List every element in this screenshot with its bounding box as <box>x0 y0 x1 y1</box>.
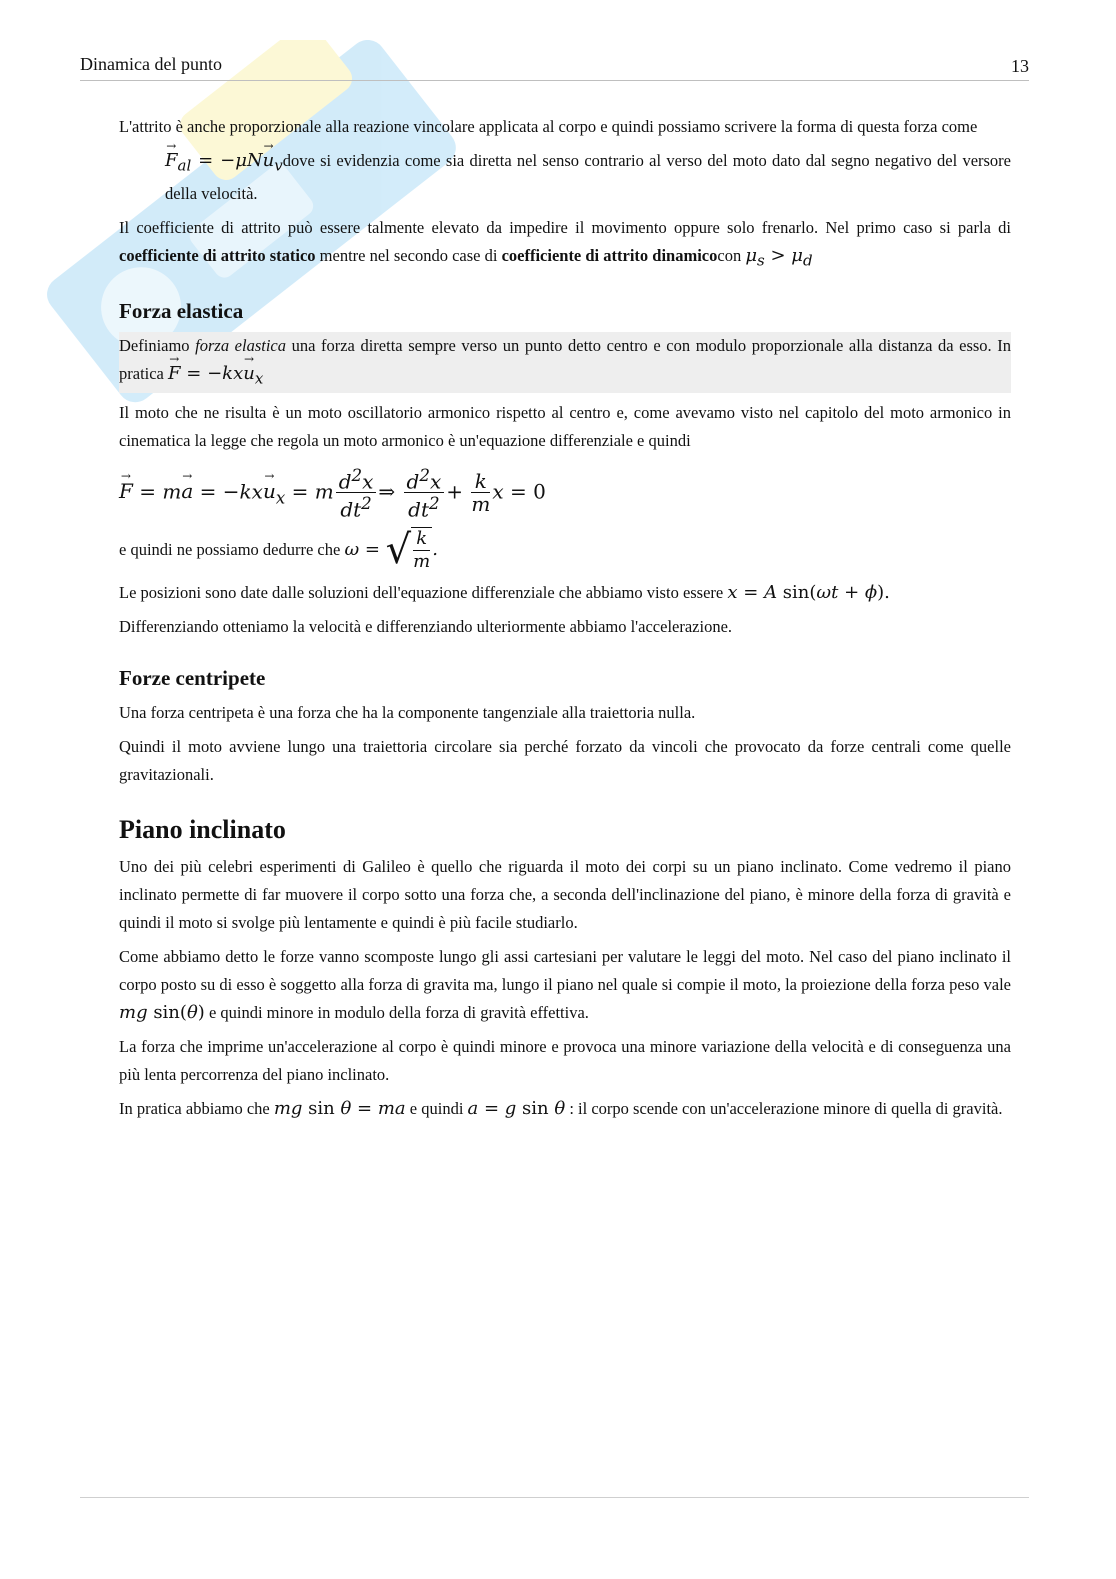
acceleration-formula: a = g sin θ <box>467 1098 566 1120</box>
inequality-formula: $\mu_s > \mu_d$ <box>745 244 813 270</box>
footer-divider <box>80 1497 1029 1498</box>
paragraph-text: e quindi minore in modulo della forza di gravità effettiva. <box>208 1003 589 1023</box>
paragraph-text: e quindi <box>409 1099 464 1119</box>
elastic-force-formula: → $F = -kx\to u_x$ <box>168 363 263 384</box>
position-formula: x = A sin(ωt + ϕ). <box>727 582 890 604</box>
paragraph-text: mentre nel secondo case di <box>315 245 502 265</box>
page-header <box>80 50 1029 81</box>
paragraph-text: Le posizioni sono date dalle soluzioni dell'equazione differenziale che abbiamo visto essere <box>119 583 724 603</box>
paragraph-text: Definiamo <box>119 336 196 356</box>
paragraph-text: una forza diretta sempre verso un punto detto centro e con modulo proporzionale alla distanza da esso. In pratica <box>119 336 1012 384</box>
paragraph <box>119 527 1011 573</box>
running-title: Dinamica del punto <box>80 54 222 74</box>
section-heading: Forze centripete <box>119 666 266 691</box>
paragraph-text: : il corpo scende con un'accelerazione minore di quella di gravità. <box>569 1099 1003 1119</box>
paragraph <box>119 214 1011 275</box>
projection-formula: mg sin(θ) <box>119 1002 205 1024</box>
paragraph <box>119 943 1011 1027</box>
omega-formula: ω = √ $\frac{k}{m}$ . <box>344 527 438 574</box>
page-number: 13 <box>1011 56 1029 76</box>
section-heading: Forza elastica <box>119 299 244 324</box>
paragraph-text: Come abbiamo detto le forze vanno scomposte lungo gli assi cartesiani per valutare le leggi del moto. Nel caso del piano inclinato il corpo posto su di esso è soggetto alla forza di gravita ma, lungo il piano nel quale si compie il moto, la proiezione della forza peso vale <box>119 947 1011 995</box>
paragraph: Quindi il moto avviene lungo una traiettoria circolare sia perché forzato da vincoli che provocato da forze centrali come quelle gravitazionali. <box>119 737 1011 785</box>
bold-term: coefficiente di attrito statico <box>119 245 316 265</box>
paragraph-text: In pratica abbiamo che <box>119 1099 270 1119</box>
paragraph-text: con <box>717 245 742 265</box>
paragraph: La forza che imprime un'accelerazione al corpo è quindi minore e provoca una minore variazione della velocità e di conseguenza una più lenta percorrenza del piano inclinato. <box>119 1037 1011 1085</box>
friction-formula: → $F_{al} = -\mu N\to u_v$ <box>165 150 283 171</box>
paragraph: Il moto che ne risulta è un moto oscillatorio armonico rispetto al centro e, come avevamo visto nel capitolo del moto armonico in cinematica la legge che regola un moto armonico è un'equazione differenziale e quindi <box>119 402 1011 450</box>
paragraph <box>165 147 1011 208</box>
paragraph <box>119 1095 1011 1123</box>
paragraph: Uno dei più celebri esperimenti di Galileo è quello che riguarda il moto dei corpi su un piano inclinato. Come vedremo il piano inclinato permette di far muovere il corpo sotto una forza che, a seconda dell'inclinazione del piano, è minore della forza di gravità e quindi il moto si svolge più lentamente e quindi è più facile studiarlo. <box>119 857 1011 933</box>
chapter-heading: Piano inclinato <box>119 815 286 845</box>
paragraph: L'attrito è anche proporzionale alla reazione vincolare applicata al corpo e quindi possiamo scrivere la forma di questa forza come <box>119 117 978 136</box>
italic-term: forza elastica <box>195 336 286 356</box>
bold-term: coefficiente di attrito dinamico <box>501 245 718 265</box>
paragraph <box>119 579 1011 607</box>
page-content <box>119 113 1011 1129</box>
paragraph <box>119 332 1011 393</box>
paragraph-text: dove si evidenzia come sia diretta nel senso contrario al verso del moto dato dal segno negativo del versore della velocità. <box>165 151 1011 203</box>
paragraph-text: Il coefficiente di attrito può essere talmente elevato da impedire il movimento oppure solo frenarlo. Nel primo caso si parla di <box>119 217 1011 237</box>
paragraph: Differenziando otteniamo la velocità e differenziando ulteriormente abbiamo l'accelerazione. <box>119 617 733 637</box>
force-formula: mg sin θ = ma <box>273 1098 406 1120</box>
paragraph: Una forza centripeta è una forza che ha la componente tangenziale alla traiettoria nulla. <box>119 703 696 723</box>
paragraph-text: e quindi ne possiamo dedurre che <box>119 540 341 560</box>
differential-equation: → $F = m\to a = -kx\to u_x = m$ $\frac{d^2x}{dt^2}$ ⇒ $\frac{d^2x}{dt^2}$ + $\frac{k}{m}$ x = 0 <box>119 461 552 523</box>
